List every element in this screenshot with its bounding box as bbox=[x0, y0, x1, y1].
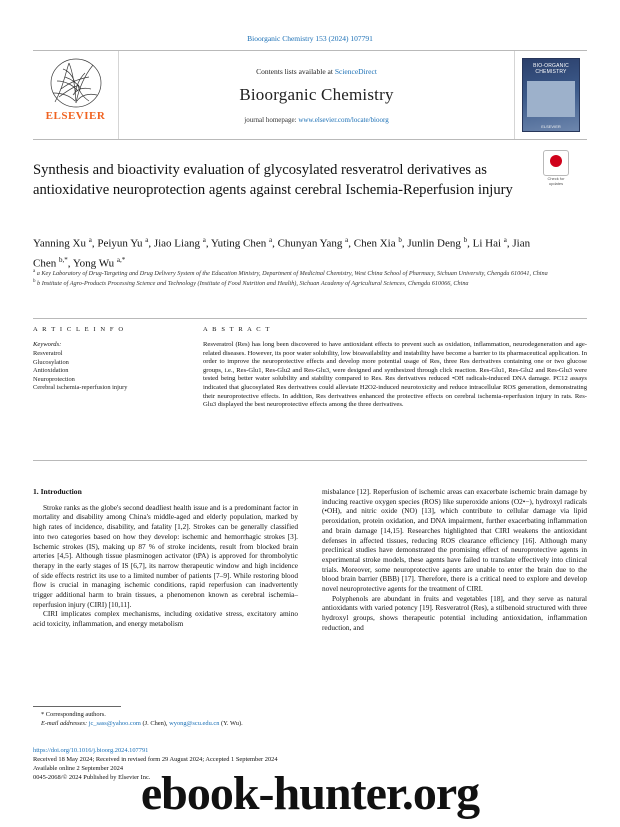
affiliation-b: $^b$ b Institute of Agro-Products Processing Science and Technology (Institute of Food Nutrition and Health), Sichuan Academy of Agricultural Sciences, Chengdu 610066, China bbox=[33, 279, 469, 288]
paragraph: Stroke ranks as the globe's second deadliest health issue and is a predominant factor in mortality and disability among China's middle-aged and elderly population, marked by high rates of incidence, disability, and fatality [1,2]. Strokes can be generally classified into two categories based on how they develop: ischemic and hemorrhagic strokes [3]. Ischemic strokes (IS), making up 87 % of stroke incidents, result from blocked brain arteries [4,5]. Although tissue plasminogen activator (tPA) is approved for thrombolytic therapy in the early stages of IS [6,7], its narrow therapeutic window and high incidence of side effects restrict its use to a limited number of patients [7–9]. While restoring blood flow is crucial in managing ischemic conditions, rapid reperfusion can inadvertently trigger additional harm to brain tissues, a phenomenon known as cerebral ischemia–reperfusion injury (CIRI) [10,11]. bbox=[33, 502, 298, 609]
masthead-center bbox=[119, 51, 514, 139]
keywords-list bbox=[33, 350, 183, 393]
email-line bbox=[33, 720, 298, 729]
info-rule-bottom bbox=[33, 460, 587, 461]
watermark: ebook-hunter.org bbox=[140, 767, 480, 820]
crossmark-circle-icon bbox=[550, 155, 562, 167]
crossmark-badge[interactable] bbox=[541, 150, 571, 186]
affiliation-b-text: b Institute of Agro-Products Processing Science and Technology (Institute of Food Nutrition and Health), Sichuan Academy of Agricultural Sciences, Chengdu 610066, China bbox=[37, 280, 469, 288]
cover-publisher: ELSEVIER bbox=[541, 124, 561, 129]
email-label: E-mail addresses: bbox=[41, 719, 89, 727]
journal-cover-thumbnail bbox=[514, 51, 587, 139]
keyword-item: Antioxidation bbox=[33, 367, 69, 375]
body-column-right bbox=[322, 487, 587, 633]
info-rule-top bbox=[33, 318, 587, 319]
doi-link[interactable]: https://doi.org/10.1016/j.bioorg.2024.107791 bbox=[33, 747, 149, 754]
copyright-line: 0045-2068/© 2024 Published by Elsevier Inc. bbox=[33, 774, 151, 781]
contents-line bbox=[256, 67, 377, 76]
contents-prefix: Contents lists available at bbox=[256, 66, 335, 76]
email-link-chen[interactable]: jc_sass@yahoo.com bbox=[88, 719, 141, 727]
abstract-text: Resveratrol (Res) has long been discovered to have antioxidant effects to prevent such as oxidation, inflammation, neurodegeneration and age-related diseases. However, its poor water solubility, low bioavailability and instability have become a barrier to its pharmaceutical application. In order to improve the neuroprotective effects and develop more potential usage of Res, three Res derivatives containing one or two glucose groups, i.e., Res-Glu1, Res-Glu2 and Res-Glu3, were designed and synthesized through click reaction. Res-Glu1, Res-Glu2 and Res-Glu3 were tested being better water solubility and stability compared to Res. Res derivatives reduced •OH radicals-induced DNA damage. PC12 assays indicated that glucosylated Res derivatives could alleviate H2O2-induced neurotoxicity and reduce intracellular ROS generation, demonstrating their neuroprotective effects. In addition, Res derivatives enhanced the protective effects on cerebral ischemia-reperfusion injury in rats. Res-Glu3 displayed the best neuroprotective effects among the three derivatives. bbox=[203, 341, 587, 409]
page-title: Synthesis and bioactivity evaluation of glycosylated resveratrol derivatives as antioxidative neuroprotection agents against cerebral Ischemia-Reperfusion injury bbox=[33, 162, 513, 198]
sciencedirect-link[interactable]: ScienceDirect bbox=[334, 66, 377, 76]
crossmark-label: Check for updates bbox=[547, 176, 565, 186]
abstract-heading: A B S T R A C T bbox=[203, 326, 271, 333]
publisher-logo bbox=[33, 51, 119, 139]
affiliation-a: $^a$ a Key Laboratory of Drug-Targeting and Drug Delivery System of the Education Ministry, Department of Medicinal Chemistry, West China School of Pharmacy, Sichuan University, Chengdu 610041, China bbox=[33, 269, 548, 278]
keyword-item: Neuroprotection bbox=[33, 375, 75, 383]
cover-artwork bbox=[527, 81, 575, 117]
elsevier-tree-icon bbox=[45, 57, 107, 109]
homepage-prefix: journal homepage: bbox=[244, 115, 299, 124]
abstract bbox=[203, 326, 587, 410]
corresponding-line: * Corresponding authors. bbox=[41, 711, 106, 718]
title-block bbox=[33, 160, 533, 200]
email-link-wu[interactable]: wyong@scu.edu.cn bbox=[169, 719, 220, 727]
article-info-heading: A R T I C L E I N F O bbox=[33, 326, 125, 333]
email-name-chen: (J. Chen), bbox=[140, 719, 170, 727]
history-line: Received 18 May 2024; Received in revised form 29 August 2024; Accepted 1 September 2024 bbox=[33, 756, 278, 763]
affiliation-a-text: a Key Laboratory of Drug-Targeting and Drug Delivery System of the Education Ministry, Department of Medicinal Chemistry, West China School of Pharmacy, Sichuan University, Chengdu 610041, China bbox=[36, 270, 548, 278]
article-info bbox=[33, 326, 183, 393]
paragraph: Polyphenols are abundant in fruits and vegetables [18], and they serve as natural antioxidants with varied potency [19]. Resveratrol (Res), a stilbenoid structured with three hydroxyl groups, shows therapeutic potential including antioxidation, inflammation reduction, and bbox=[322, 593, 587, 632]
journal-homepage-link[interactable]: www.elsevier.com/locate/bioorg bbox=[298, 115, 389, 124]
author-list: Yanning Xu $^a$, Peiyun Yu $^a$, Jiao Liang $^a$, Yuting Chen $^a$, Chunyan Yang $^a$, Chen Xia $^b$, Junlin Deng $^b$, Li Hai $^a$, Jian Chen $^{b,*}$, Yong Wu $^{a,*}$ bbox=[33, 236, 531, 270]
email-name-wu: (Y. Wu). bbox=[219, 719, 243, 727]
footnote-rule bbox=[33, 706, 121, 707]
crossmark-icon bbox=[543, 150, 569, 176]
keyword-item: Cerebral ischemia-reperfusion injury bbox=[33, 384, 128, 392]
journal-masthead bbox=[33, 50, 587, 140]
keyword-item: Resveratrol bbox=[33, 350, 63, 357]
cover-title: BIO-ORGANIC CHEMISTRY bbox=[533, 63, 569, 75]
doi-line[interactable] bbox=[33, 746, 333, 755]
keyword-item: Glucosylation bbox=[33, 358, 69, 366]
journal-title: Bioorganic Chemistry bbox=[239, 84, 394, 104]
elsevier-wordmark: ELSEVIER bbox=[45, 110, 106, 122]
body-column-left bbox=[33, 487, 298, 629]
available-online-line: Available online 2 September 2024 bbox=[33, 765, 124, 772]
corresponding-author-footnote bbox=[33, 706, 298, 728]
affiliation-list bbox=[33, 268, 553, 289]
cover-image bbox=[522, 58, 580, 132]
section-title-introduction: 1. Introduction bbox=[33, 487, 82, 496]
paragraph: CIRI implicates complex mechanisms, including oxidative stress, excitatory amino acid toxicity, inflammation, and energy metabolism bbox=[33, 609, 298, 629]
keywords-title: Keywords: bbox=[33, 341, 62, 348]
paragraph: misbalance [12]. Reperfusion of ischemic areas can exacerbate ischemic brain damage by inducing reactive oxygen species (ROS) like superoxide anions (O2•−), hydroxyl radicals (•OH), and nitric oxide (NO) [13], which contribute to cellular damage via lipid peroxidation, protein oxidation, and DNA impairment, further exacerbating inflammation and brain damage [14,15]. Researches highlighted that CIRI weakens the antioxidant defenses in affected tissues, reducing ROS clearance efficiency [16]. Although many preclinical studies have demonstrated the promising effect of neuroprotective agents in experimental stroke models, these agents have failed to translate effectively into clinical trials. Moreover, some neuroprotective agents are unable to enter the brain due to the blood brain barrier (BBB) [17]. Therefore, there is a critical need to explore and develop novel neuroprotective agents for the treatment of CIRI. bbox=[322, 487, 587, 594]
journal-homepage-line bbox=[244, 116, 388, 124]
running-head: Bioorganic Chemistry 153 (2024) 107791 bbox=[247, 34, 373, 43]
